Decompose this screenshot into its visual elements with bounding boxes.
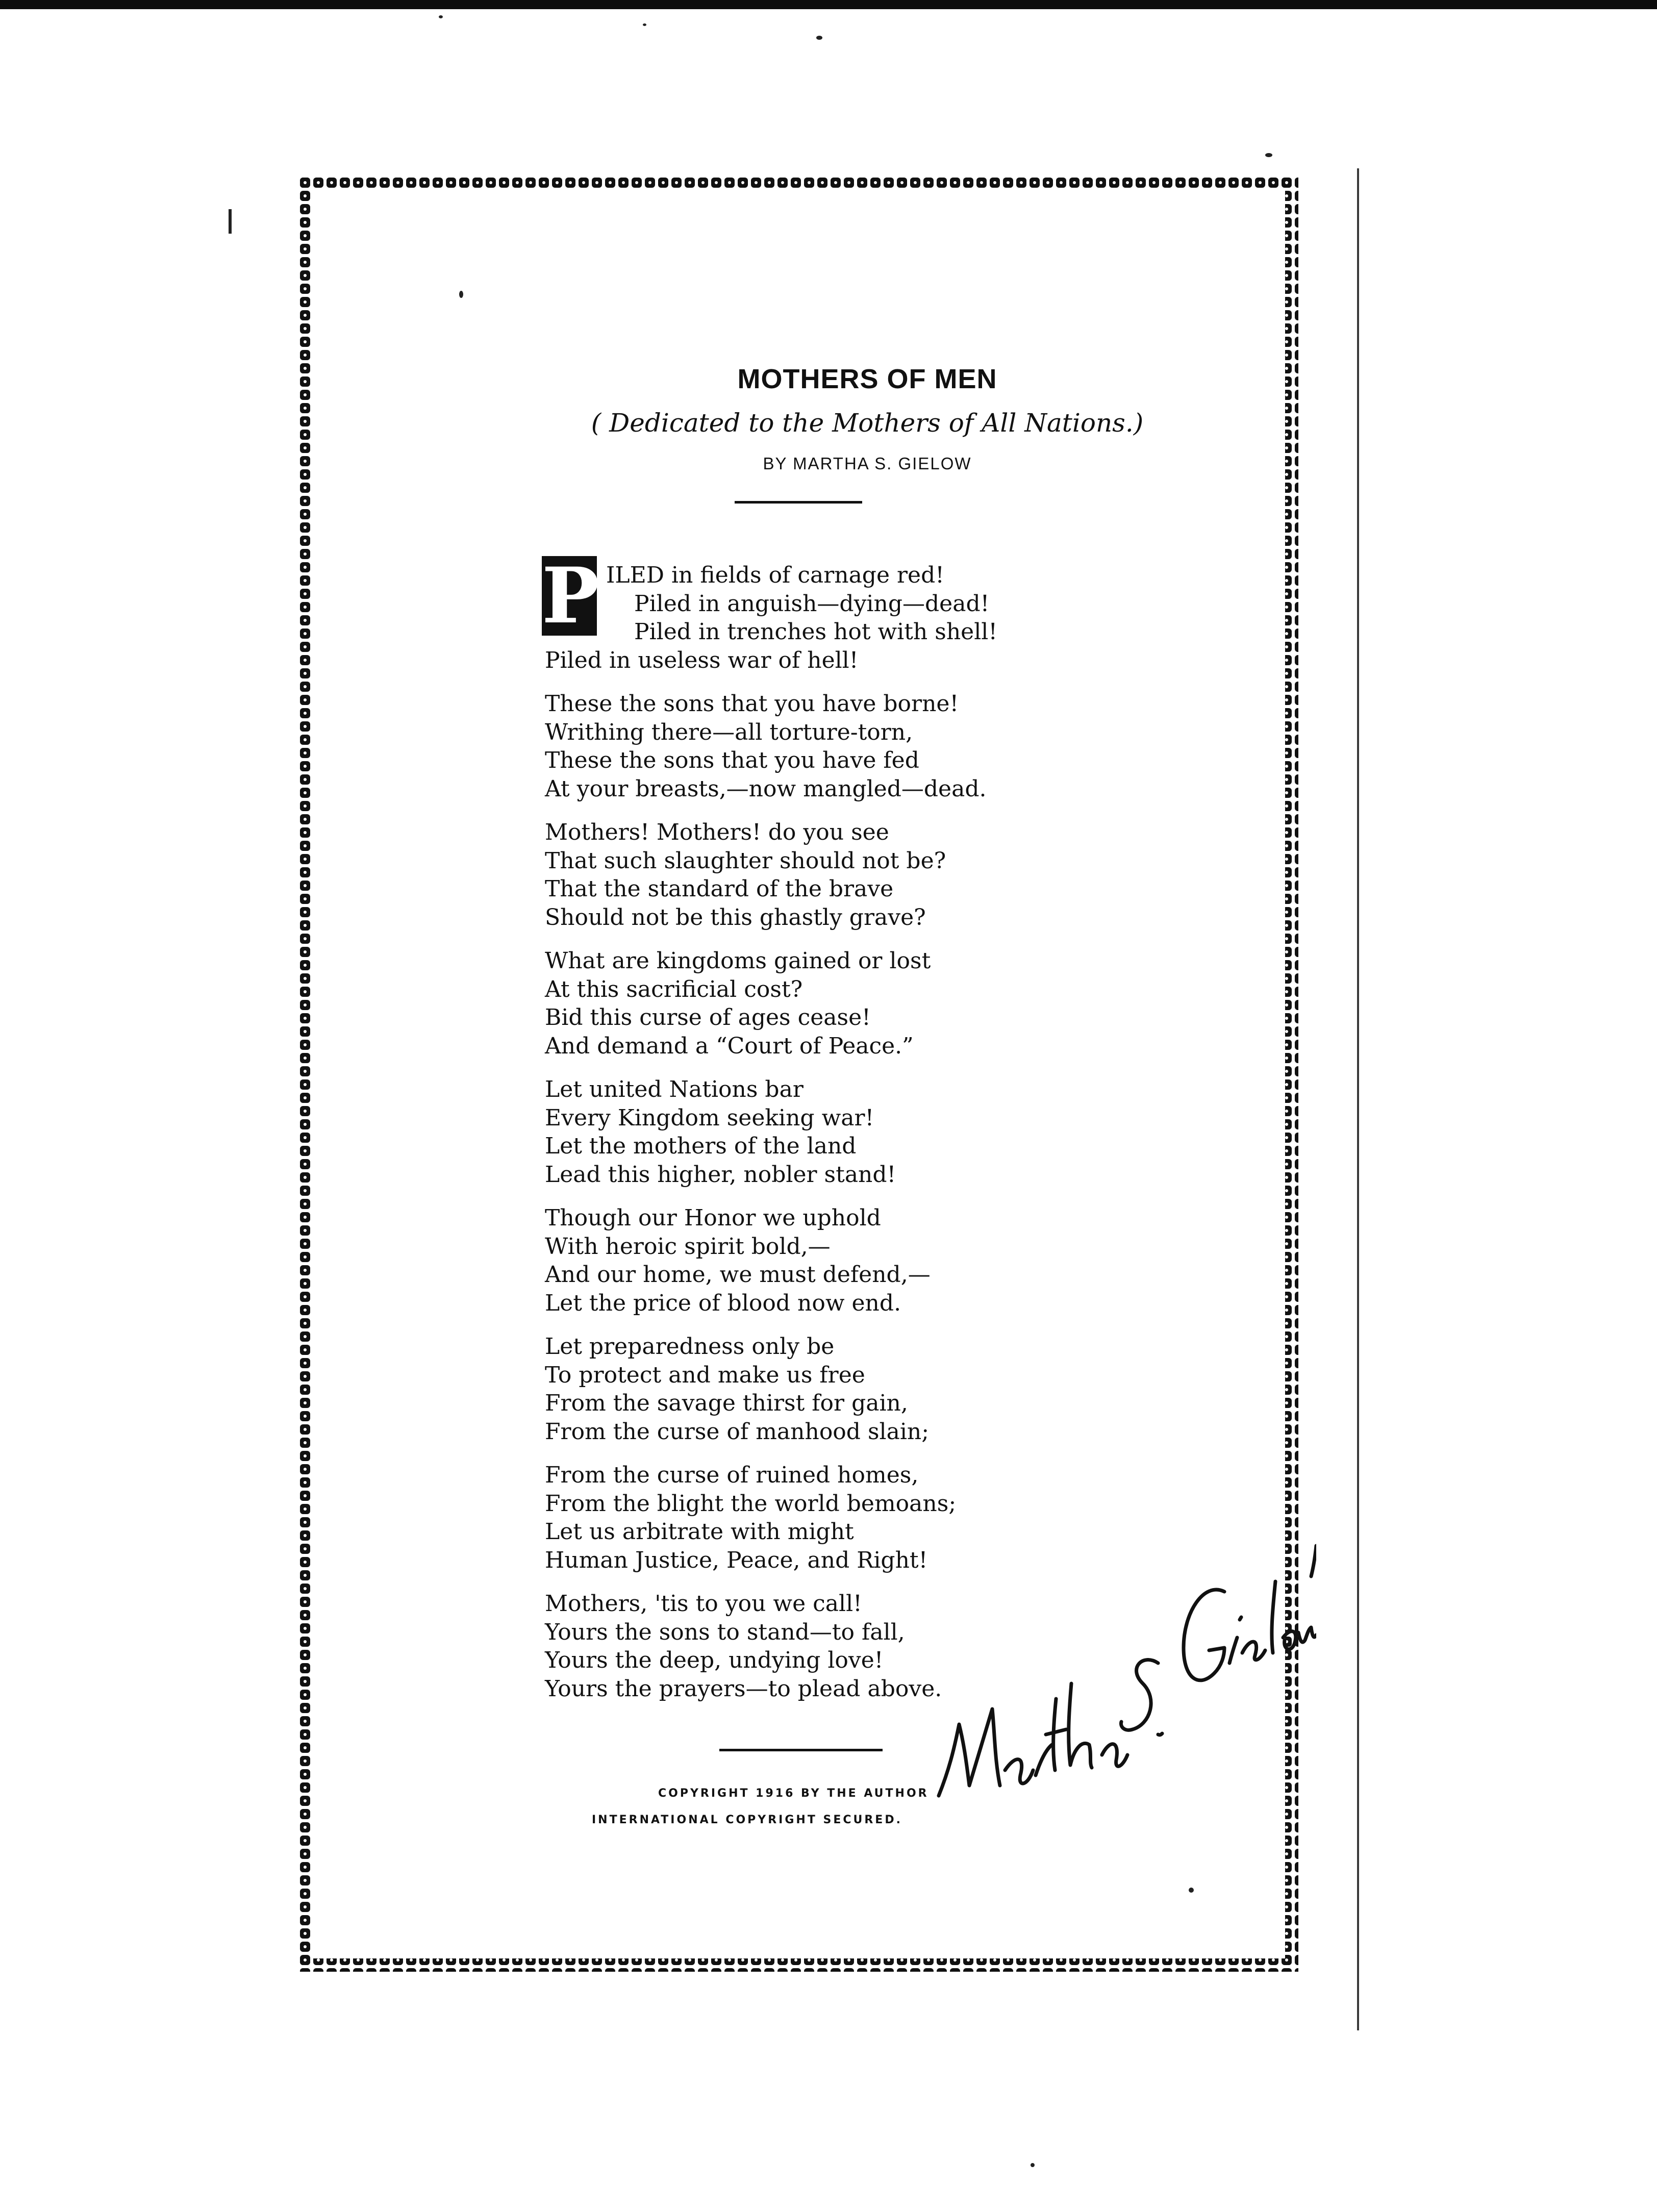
poem-line: Let the price of blood now end. [545,1290,901,1316]
poem-line: Piled in useless war of hell! [545,647,859,673]
poem-dedication: ( Dedicated to the Mothers of All Nations.) [591,408,1144,438]
poem-line: Mothers! Mothers! do you see [545,819,889,845]
poem-line: These the sons that you have borne! [545,691,959,717]
divider-rule-bottom [719,1749,883,1751]
copyright-line: COPYRIGHT 1916 BY THE AUTHOR [658,1787,929,1800]
stanza-5 [545,1075,1234,1189]
scan-margin-mark [229,209,232,234]
poem-line: These the sons that you have fed [545,747,919,773]
poem-line: Piled in trenches hot with shell! [634,619,998,645]
poem-line: Though our Honor we uphold [545,1205,881,1231]
poem-line: Piled in anguish—dying—dead! [634,590,990,617]
poem-line: ILED in fields of carnage red! [606,562,944,588]
poem-line: Yours the prayers—to plead above. [545,1675,942,1702]
poem-line: At this sacrificial cost? [545,976,803,1002]
poem-line: From the curse of manhood slain; [545,1418,930,1445]
handwritten-signature [918,1530,1316,1837]
poem-line: That the standard of the brave [545,876,894,902]
poem-line: From the savage thirst for gain, [545,1390,908,1416]
poem-line: Bid this curse of ages cease! [545,1004,871,1030]
poem-line: Writhing there—all torture-torn, [545,719,913,745]
scan-vertical-line [1357,168,1359,2030]
poem-line: And our home, we must defend,— [545,1262,931,1288]
poem-line: Should not be this ghastly grave? [545,904,926,931]
border-top [298,176,1298,189]
poem-byline: BY MARTHA S. GIELOW [763,454,972,473]
poem-line: Let us arbitrate with might [545,1519,854,1545]
copyright-line: INTERNATIONAL COPYRIGHT SECURED. [592,1814,902,1826]
scan-speck [643,23,646,26]
stanza-2 [545,690,1234,803]
poem-line: From the curse of ruined homes, [545,1462,919,1488]
poem-line: Yours the deep, undying love! [545,1647,884,1673]
scan-speck [439,15,443,18]
border-left [298,176,312,1972]
drop-cap-letter: P [542,551,599,641]
stanza-1 [545,561,1234,674]
divider-rule-top [735,501,862,504]
poem-line: With heroic spirit bold,— [545,1233,831,1260]
scan-speck [816,36,822,40]
scan-top-edge [0,0,1657,9]
poem-line: Yours the sons to stand—to fall, [545,1619,905,1645]
stanza-6 [545,1204,1234,1317]
scan-speck [1265,153,1272,157]
border-bottom [298,1958,1298,1972]
poem-line: To protect and make us free [545,1362,865,1388]
poem-line: Lead this higher, nobler stand! [545,1161,896,1188]
poem-title: MOTHERS OF MEN [737,364,997,394]
poem-line: From the blight the world bemoans; [545,1490,957,1517]
poem-line: What are kingdoms gained or lost [545,948,931,974]
poem-line: That such slaughter should not be? [545,847,946,874]
poem-line: Let the mothers of the land [545,1133,857,1159]
poem-line: Human Justice, Peace, and Right! [545,1547,928,1573]
stanza-4 [545,947,1234,1060]
scan-speck [1031,2163,1035,2167]
poem-line: Mothers, 'tis to you we call! [545,1591,862,1617]
poem-line: And demand a “Court of Peace.” [545,1033,914,1059]
stanza-3 [545,818,1234,932]
poem-line: At your breasts,—now mangled—dead. [545,775,987,802]
stanza-7 [545,1333,1234,1446]
poem-line: Let preparedness only be [545,1334,835,1360]
poem-line: Let united Nations bar [545,1076,804,1102]
poem-line: Every Kingdom seeking war! [545,1104,874,1131]
